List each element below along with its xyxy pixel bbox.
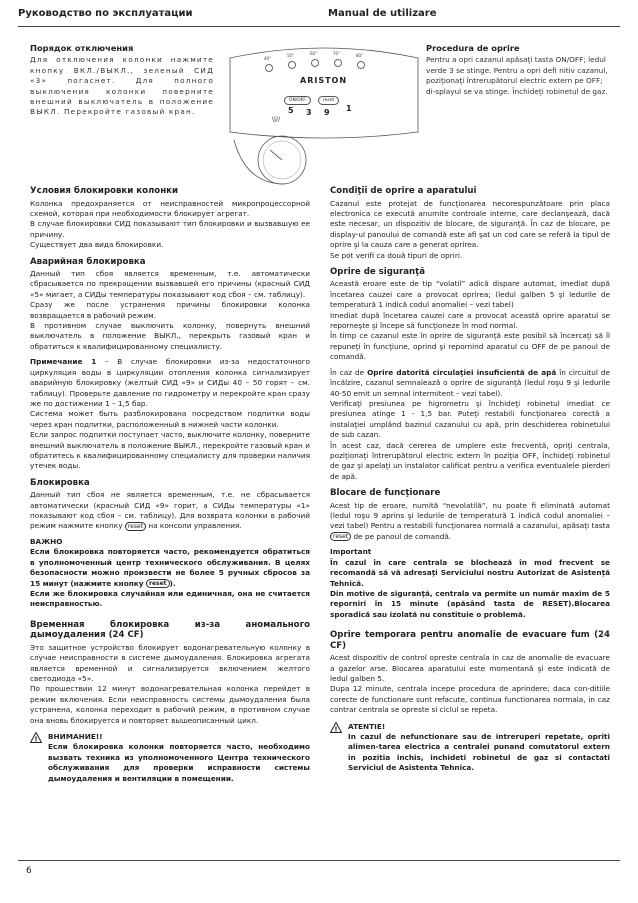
ro-flue-p2: Dupa 12 minute, centrala incepe procedura de aprindere; daca con-ditiile corecte de functionare sunt refacute, continua functionarea normala, in caz contrar centrala se opreste si ciclul se repeta. bbox=[330, 684, 610, 715]
ro-lockout-p1: Cazanul este protejat de funcţionarea necorespunzătoare prin placa electronica ce execută anumite controale interne, care declanşează, dacă este necesar, un dispozitiv de blocare, de siguranţă. În caz de blocare, pe display-ul panoului de comandă este afi şat un cod care se referă la tipul de oprire şi la cauza care a generat oprirea. bbox=[330, 198, 610, 250]
ro-safety-p3: În timp ce cazanul este în oprire de siguranţă este posibil să încercaţi să îl repuneţi în funcţiune, oprind şi repornind aparatul cu OFF de pe panoul de comandă. bbox=[330, 331, 610, 362]
reset-inline-icon: reset bbox=[125, 522, 146, 531]
ru-lockout-title: Условия блокировки колонки bbox=[30, 186, 179, 196]
reset-inline-icon: reset bbox=[330, 532, 351, 541]
ru-note-p3: Если запрос подпитки поступает часто, выключите колонку, поверните внешний выключатель в положение ВЫКЛ., перекройте газовый кран и обратитесь к квалифицированному специалисту для проверки наличия утечек воды. bbox=[30, 430, 310, 471]
ro-warning-text: In cazul de nefunctionare sau de intreruperi repetate, opriti alimen-tarea electrica a centralei punand comutatorul extern in pozitia inchis, inchideti robinetul de gaz si contactati Serviciul de Asistenta Tehnica. bbox=[348, 731, 610, 773]
ro-important-title: Important bbox=[330, 547, 372, 557]
led-label: 60° bbox=[310, 51, 318, 56]
led-80 bbox=[357, 61, 365, 69]
ro-flue-p1: Acest dispozitiv de control opreste centrala in caz de anomalie de evacuare a gazelor arse. Blocarea aparatului este momentană şi este indicată de ledul galben 5. bbox=[330, 653, 610, 683]
display: \|// bbox=[272, 116, 281, 123]
warning-icon bbox=[30, 732, 42, 743]
header-left-title: Руководство по эксплуатации bbox=[18, 8, 193, 19]
ru-shutdown-title: Порядок отключения bbox=[30, 43, 134, 53]
ru-warning bbox=[30, 732, 310, 784]
ro-safety-p1: Această eroare este de tip “volatil” adică dispare automat, imediat după încetarea cauzei care a provocat oprirea; (ledul galben 5 şi ledurile de temperatură 1 indică codul anomaliei – vezi tabel) bbox=[330, 279, 610, 310]
ru-important-text: Если блокировка повторяется часто, рекомендуется обратиться в уполномоченный центр технического обслуживания. В целях безопасности можно произвести не более 5 ручных сбросов за 15 минут (нажмите кнопку reset ). bbox=[30, 547, 310, 588]
ru-important-title: ВАЖНО bbox=[30, 536, 63, 546]
reset-inline-icon: reset bbox=[146, 579, 170, 588]
footer-divider bbox=[18, 860, 620, 861]
ro-flue-title: Oprire temporara pentru anomalie de evacuare fum (24 CF) bbox=[330, 630, 610, 651]
ru-shutdown-section bbox=[30, 43, 214, 118]
ariston-logo: ARISTON bbox=[300, 76, 348, 85]
ro-block-title: Blocare de funcţionare bbox=[330, 488, 441, 499]
page-number: 6 bbox=[26, 866, 32, 876]
ru-block-p1: Данный тип сбоя не является временным, т.е. не сбрасывается автоматически (красный СИД «9» горит, а СИДы температуры «1» показывают код сбоя – см. таблицу). Для возврата колонки в рабочий режим нажмите кнопку reset на консоли управления. bbox=[30, 490, 310, 531]
ro-important-text2: Din motive de siguranţă, centrala va permite un număr maxim de 5 reporniri în 15 minute (apăsând tasta de RESET).Blocarea sporadică sau izolată nu constituie o problemă. bbox=[330, 588, 610, 619]
ro-important-text: În cazul în care centrala se blochează în mod frecvent se recomandă să vă adresaţi Serviciului nostru Autorizat de Asistenţă Tehnică. bbox=[330, 557, 610, 588]
ru-safety-p3: В противном случае выключить колонку, повернуть внешний выключатель в положение ВЫКЛ., перекрыть газовый кран и обратиться к квалифицированному специалисту. bbox=[30, 321, 310, 351]
ro-safety-p2: Imediat după încetarea cauzei care a provocat această oprire aparatul se reporneşte şi începe să funcţioneze în mod normal. bbox=[330, 310, 610, 331]
led-60 bbox=[311, 59, 319, 67]
svg-text:!: ! bbox=[334, 724, 338, 733]
ru-safety-p1: Данный тип сбоя является временным, т.е. автоматически сбрасывается по прекращении вызвавшей его причины (красный СИД «5» мигает, а СИДы температуры показывают код сбоя – см. таблицу). bbox=[30, 269, 310, 299]
ru-block-title: Блокировка bbox=[30, 477, 90, 488]
ro-circulation-p2: Verificaţi presiunea pe higrometru şi închideţi robinetul imediat ce presiunea atinge 1 - 1,5 bar. Puteţi restabili funcţionarea corectă a instalaţiei umplând bazinul cazanului cu apă, prin deschiderea robinetului de sub cazan. bbox=[330, 398, 610, 440]
ro-warning bbox=[330, 722, 610, 774]
ro-lockout-p2: Se pot verifi ca două tipuri de opriri. bbox=[330, 250, 463, 260]
reset-button[interactable]: reset bbox=[318, 96, 339, 105]
callout-1: 1 bbox=[346, 104, 352, 113]
ru-note-text: – В случае блокировки из-за недостаточного циркуляция воды в циркуляции отопления колонка сигнализирует аварийную блокировку (желтый СИД «9» и СИДы 40 – 50 горят – см. таблицу). Проверьте давление по гидрометру и перекройте кран сразу же по достижении 1 – 1,5 бар. bbox=[30, 357, 310, 408]
warning-icon bbox=[330, 722, 342, 733]
led-label: 40° bbox=[264, 56, 272, 61]
ru-flue-p2: По прошествии 12 минут водонагревательная колонка перейдет в режим включения. Если неисправность системы дымоудаления была устранена, колонка переходит в рабочий режим, в противном случае она вновь блокируется и повторяет вышеописанный цикл. bbox=[30, 684, 310, 725]
ro-shutdown-text: Pentru a opri cazanul apăsaţi tasta ON/OFF; ledul verde 3 se stinge. Pentru a opri defi nitiv cazanul, poziţionaţi întrerupătorul electric extern pe OFF; di-splayul se va stinge. Închideţi robinetul de gaz. bbox=[426, 55, 608, 96]
ru-column bbox=[30, 186, 310, 784]
ru-shutdown-text: Для отключения колонки нажмите кнопку ВКЛ./ВЫКЛ., зеленый СИД «3» погаснет. Для полного выключения колонки поверните внешний выключатель в положение ВЫКЛ. Перекройте газовый кран. bbox=[30, 55, 214, 117]
ru-important-text2: Если же блокировка случайная или единичная, она не считается неисправностью. bbox=[30, 588, 310, 609]
led-label: 50° bbox=[287, 53, 295, 58]
led-label: 80° bbox=[356, 53, 364, 58]
ro-column bbox=[330, 186, 610, 774]
ru-flue-p1: Это защитное устройство блокирует водонагревательную колонку в случае неисправности в системе дымоудаления. Блокировка агрегата является временной и сигнализируется включением желтого светодиода «5». bbox=[30, 642, 310, 683]
ru-warning-text: Если блокировка колонки повторяется часто, необходимо вызвать техника из уполномоченного Центра технического обслуживания для проверки исправности системы дымоудаления и вентиляции в помещении. bbox=[48, 742, 310, 783]
ro-shutdown-section bbox=[426, 43, 610, 97]
ro-block-p1: Acest tip de eroare, numită “nevolatilă”, nu poate fi eliminată automat (ledul roşu 9 aprins şi ledurile de temperatură 1 indică codul anomaliei – vezi tabel) Pentru a restabili funcţionarea normală a cazanului, apăsaţi tasta reset de pe panoul de comandă. bbox=[330, 500, 610, 541]
ru-note-p2: Система может быть разблокирована посредством подпитки воды через кран подпитки, расположенный в нижней части колонки. bbox=[30, 409, 310, 429]
ru-lockout-p2: В случае блокировки СИД показывают тип блокировки и вызвавшую ее причину. bbox=[30, 219, 310, 239]
svg-text:!: ! bbox=[34, 735, 38, 743]
ru-lockout-p1: Колонка предохраняется от неисправностей микропроцессорной схемой, которая при необходимости блокирует агрегат. bbox=[30, 198, 310, 218]
ro-lockout-title: Condiţii de oprire a aparatului bbox=[330, 186, 477, 196]
ro-safety-title: Oprire de siguranţă bbox=[330, 266, 426, 277]
ro-circulation-p3: În acest caz, dacă cererea de umplere este frecventă, opriţi centrala, poziţionaţi întrerupătorul electric extern în poziţia OFF, închideţi robinetul de gaz şi apelaţi un instalator calificat pentru a verifica eventualele pierderi de apă. bbox=[330, 440, 610, 481]
led-50 bbox=[288, 61, 296, 69]
ro-shutdown-title: Procedura de oprire bbox=[426, 43, 520, 53]
ru-flue-title: Временная блокировка из-за аномального дымоудаления (24 CF) bbox=[30, 619, 310, 641]
ro-circulation-p1: În caz de Oprire datorită circulaţiei insuficientă de apă în circuitul de încălzire, cazanul semnalează o oprire de siguranţă (ledul roşu 9 şi ledurile 40-50 emit un semnal intermitent – vezi tabel). bbox=[330, 367, 610, 398]
header-right-title: Manual de utilizare bbox=[328, 8, 437, 19]
callout-5: 5 bbox=[288, 106, 294, 115]
led-70 bbox=[334, 59, 342, 67]
ru-lockout-p3: Существует два вида блокировки. bbox=[30, 240, 164, 250]
ru-safety-p2: Сразу же после устранения причины блокировки колонка возвращается в рабочий режим. bbox=[30, 300, 310, 320]
ru-safety-title: Аварийная блокировка bbox=[30, 256, 146, 267]
ru-note-label: Примечание 1 bbox=[30, 357, 97, 367]
control-panel-illustration bbox=[226, 44, 422, 186]
led-40 bbox=[265, 64, 273, 72]
on-off-button[interactable]: ON/OFF bbox=[284, 96, 311, 105]
callout-3: 3 bbox=[306, 108, 312, 117]
page-header bbox=[18, 8, 620, 27]
callout-9: 9 bbox=[324, 108, 330, 117]
ro-warning-title: ATENTIE! bbox=[348, 721, 386, 731]
ru-warning-title: ВНИМАНИЕ!! bbox=[48, 731, 103, 741]
led-label: 70° bbox=[333, 51, 341, 56]
ru-note bbox=[30, 357, 310, 409]
